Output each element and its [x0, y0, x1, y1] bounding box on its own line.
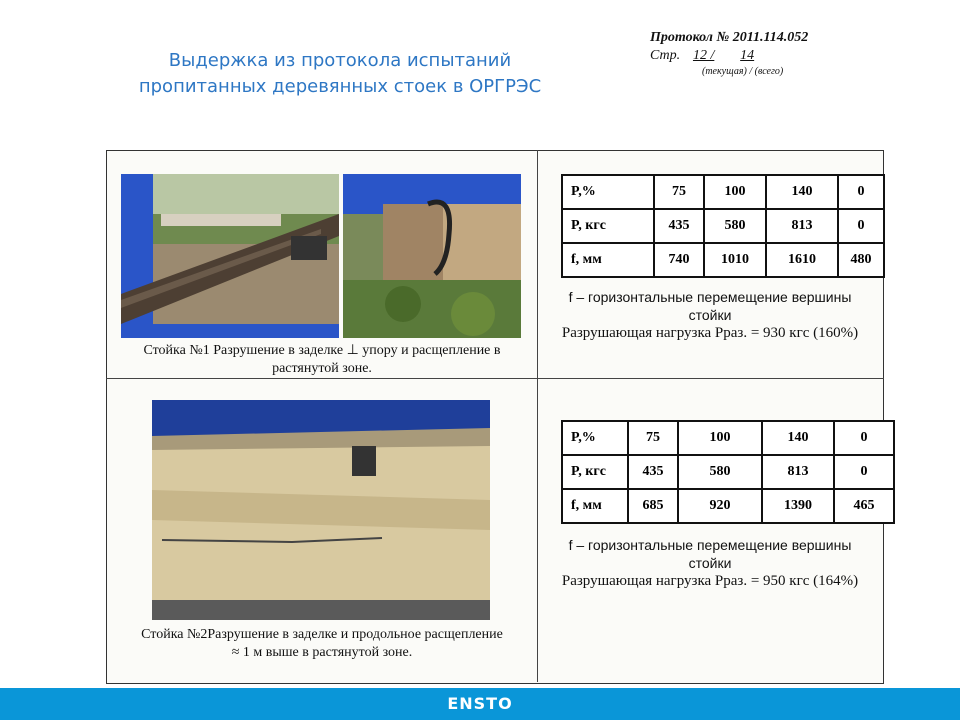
table-cell: 480	[838, 243, 884, 277]
table-cell: 685	[628, 489, 678, 523]
post2-note-line1: f – горизонтальные перемещение вершины	[568, 537, 852, 553]
table-cell: 0	[834, 455, 894, 489]
table-cell: f, мм	[562, 243, 654, 277]
protocol-header	[650, 30, 850, 77]
table-cell: 435	[654, 209, 704, 243]
post1-breaking-load: Разрушающая нагрузка Рраз. = 930 кгс (160%)	[561, 325, 859, 341]
table-cell: P,%	[562, 175, 654, 209]
slide-title-line1: Выдержка из протокола испытаний	[168, 50, 512, 71]
protocol-page-total: 14	[740, 48, 755, 63]
table-cell: 75	[654, 175, 704, 209]
table-cell: 140	[766, 175, 838, 209]
table-row	[562, 421, 894, 455]
protocol-number: Протокол № 2011.114.052	[650, 30, 809, 45]
table-cell: 1010	[704, 243, 766, 277]
table-cell: P,%	[562, 421, 628, 455]
table-cell: P, кгс	[562, 455, 628, 489]
table-cell: 0	[834, 421, 894, 455]
frame-divider-vertical	[537, 150, 538, 682]
photo-post1-detail	[343, 174, 521, 338]
post1-note	[545, 288, 875, 342]
table-cell: 75	[628, 421, 678, 455]
post2-note-line2: стойки	[688, 555, 732, 571]
table-cell: 1390	[762, 489, 834, 523]
post1-load-table	[561, 174, 885, 278]
table-row	[562, 489, 894, 523]
post2-load-table	[561, 420, 895, 524]
slide-title-line2: пропитанных деревянных стоек в ОРГРЭС	[138, 76, 542, 97]
table-cell: 435	[628, 455, 678, 489]
table-cell: 740	[654, 243, 704, 277]
table-cell: 813	[762, 455, 834, 489]
post2-caption-line2: ≈ 1 м выше в растянутой зоне.	[231, 645, 413, 660]
post2-note	[545, 536, 875, 590]
post1-caption-line1: Стойка №1 Разрушение в заделке ⊥ упору и расщепление в	[143, 343, 501, 358]
table-cell: 813	[766, 209, 838, 243]
table-cell: 100	[678, 421, 762, 455]
post2-caption	[112, 626, 532, 662]
post1-caption	[112, 342, 532, 378]
table-row	[562, 175, 884, 209]
table-row	[562, 455, 894, 489]
table-cell: 1610	[766, 243, 838, 277]
post2-breaking-load: Разрушающая нагрузка Рраз. = 950 кгс (164%)	[561, 573, 859, 589]
table-row	[562, 209, 884, 243]
footer-bar	[0, 688, 960, 720]
slide-title	[100, 48, 580, 100]
protocol-page-hint: (текущая) / (всего)	[702, 66, 784, 77]
post1-caption-line2: растянутой зоне.	[272, 361, 372, 376]
table-cell: f, мм	[562, 489, 628, 523]
table-cell: 465	[834, 489, 894, 523]
frame-divider-horizontal	[106, 378, 884, 379]
table-cell: 0	[838, 209, 884, 243]
table-row	[562, 243, 884, 277]
table-cell: 140	[762, 421, 834, 455]
post1-note-line1: f – горизонтальные перемещение вершины	[568, 289, 852, 305]
table-cell: 0	[838, 175, 884, 209]
protocol-page-label: Стр.	[650, 48, 681, 63]
table-cell: 580	[704, 209, 766, 243]
post1-note-line2: стойки	[688, 307, 732, 323]
photo-post2	[152, 400, 490, 620]
table-cell: 920	[678, 489, 762, 523]
photo-post1-overview	[121, 174, 339, 338]
table-cell: P, кгс	[562, 209, 654, 243]
protocol-page-current: 12 /	[692, 48, 715, 63]
ensto-logo: ENSTO	[447, 694, 513, 713]
post2-caption-line1: Стойка №2Разрушение в заделке и продольное расщепление	[141, 627, 503, 642]
table-cell: 100	[704, 175, 766, 209]
table-cell: 580	[678, 455, 762, 489]
protocol-page	[650, 48, 850, 64]
